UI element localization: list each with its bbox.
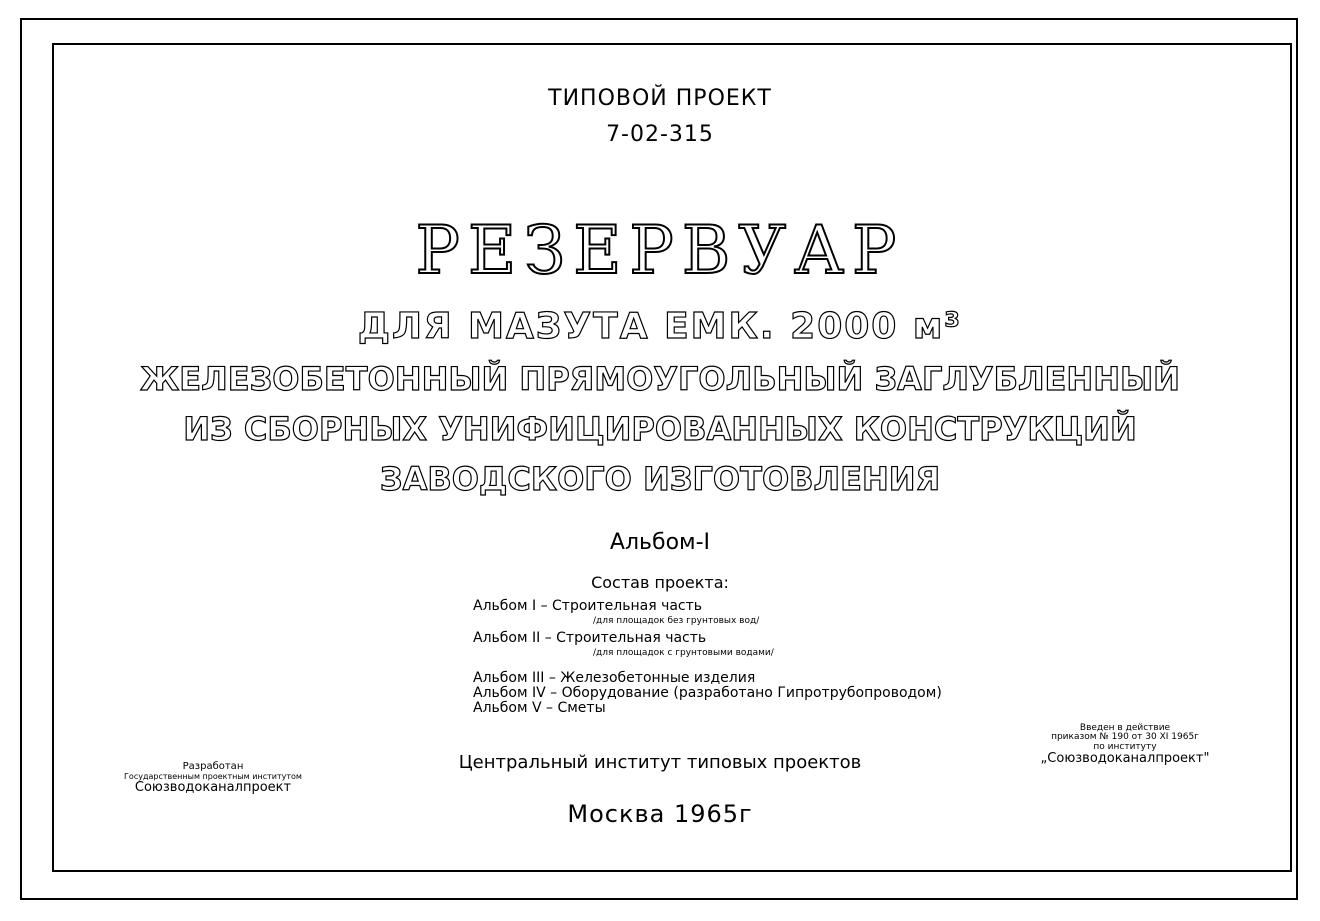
introduction-order: приказом № 190 от 30 XI 1965г: [1051, 732, 1199, 743]
composition-item: Альбом V – Сметы: [473, 700, 606, 716]
introduction-label: Введен в действие: [1079, 723, 1171, 733]
composition-item: Альбом II – Строительная часть: [473, 630, 707, 646]
composition-item: Альбом III – Железобетонные изделия: [473, 670, 756, 686]
composition-item-note: /для площадок с грунтовыми водами/: [593, 648, 774, 658]
introduction-by: по институту: [1093, 741, 1157, 752]
publisher-institute: Центральный институт типовых проектов: [458, 752, 862, 773]
composition-heading: Состав проекта:: [591, 573, 729, 592]
introduction-institute: „Союзводоканалпроект": [1040, 751, 1210, 767]
main-title: РЕЗЕРВУАР: [415, 212, 905, 289]
subtitle-manufacture: ЗАВОДСКОГО ИЗГОТОВЛЕНИЯ: [379, 460, 941, 498]
composition-item-note: /для площадок без грунтовых вод/: [593, 616, 760, 626]
subtitle-construction: ИЗ СБОРНЫХ УНИФИЦИРОВАННЫХ КОНСТРУКЦИЙ: [183, 410, 1137, 448]
city-year: Москва 1965г: [567, 800, 753, 828]
subtitle-type: ЖЕЛЕЗОБЕТОННЫЙ ПРЯМОУГОЛЬНЫЙ ЗАГЛУБЛЕННЫЙ: [140, 360, 1180, 398]
composition-list: [473, 599, 942, 716]
developer-institute-type: Государственным проектным институтом: [124, 771, 302, 781]
developer-block: [88, 762, 338, 795]
subtitle-capacity: ДЛЯ МАЗУТА ЕМК. 2000 м³: [357, 306, 963, 347]
project-type-label: ТИПОВОЙ ПРОЕКТ: [548, 86, 772, 111]
developer-label: Разработан: [182, 761, 244, 772]
composition-item: Альбом IV – Оборудование (разработано Гипротрубопроводом): [473, 685, 942, 701]
developer-name: Союзводоканалпроект: [134, 779, 292, 795]
introduction-block: [1010, 724, 1240, 766]
composition-item: Альбом I – Строительная часть: [473, 598, 703, 614]
album-title: Альбом-I: [609, 530, 711, 555]
project-number: 7-02-315: [606, 122, 714, 147]
